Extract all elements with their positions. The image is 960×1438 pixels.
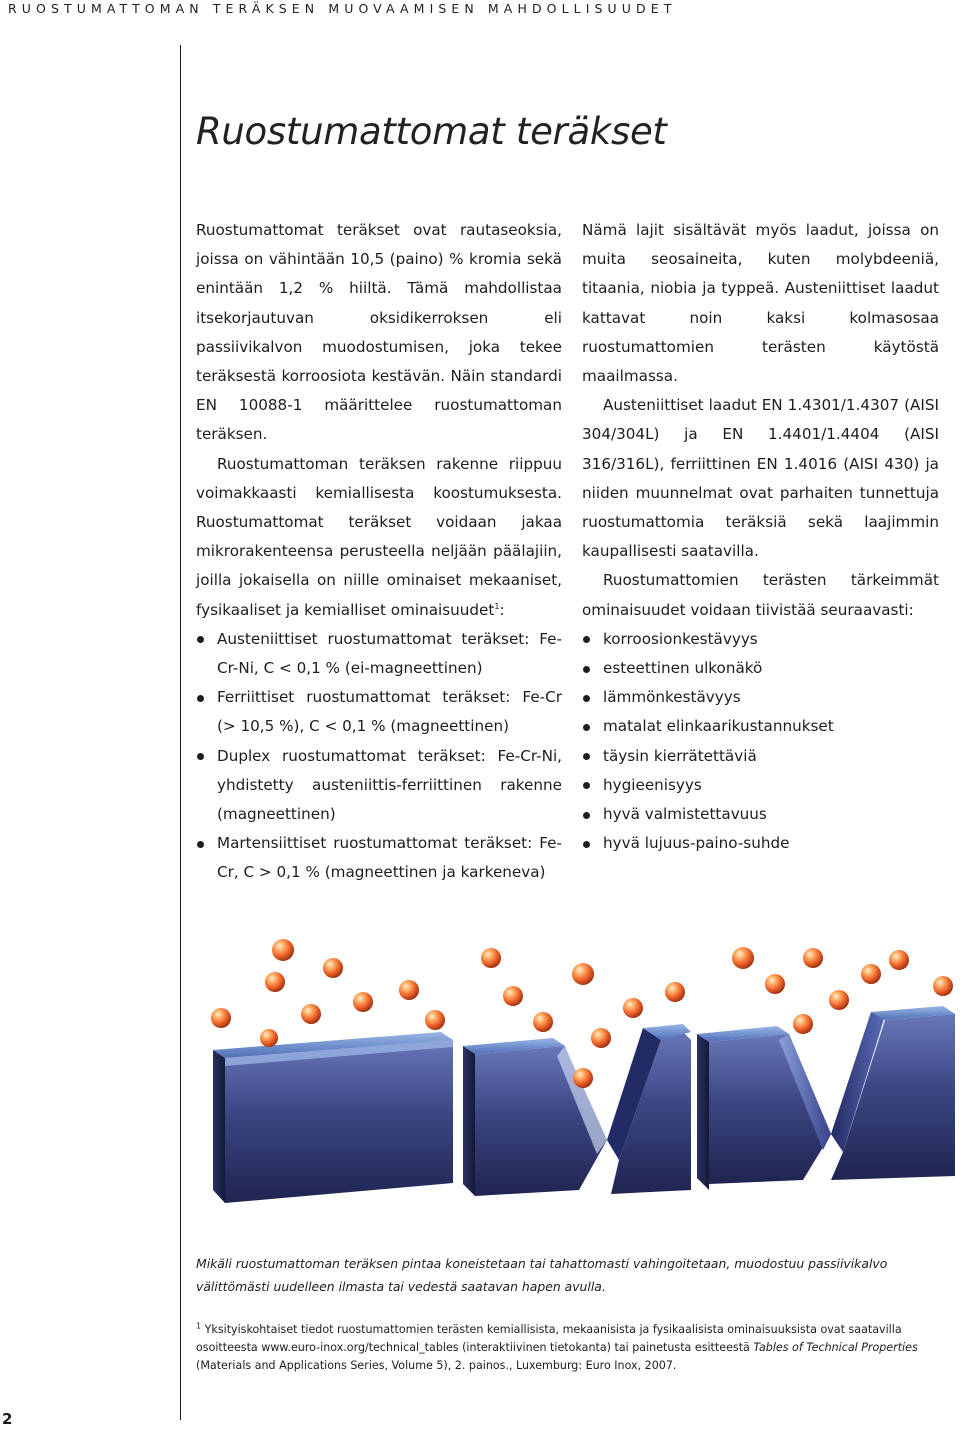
oxygen-sphere — [665, 982, 685, 1002]
right-column — [582, 216, 939, 858]
intro-paragraph: Ruostumattomat teräkset ovat rautaseoksia, joissa on vähintään 10,5 (paino) % kromia sekä enintään 1,2 % hiiltä. Tämä mahdollistaa itsekorjautuvan oksidikerroksen eli passiivikalvon muodostumisen, joka tekee teräksestä korroosiota kestävän. Näin standardi EN 10088-1 määrittelee ruostumattoman teräksen. — [196, 221, 562, 444]
list-item: Ferriittiset ruostumattomat teräkset: Fe-Cr (> 10,5 %), C < 0,1 % (magneettinen) — [196, 683, 562, 741]
footnote-text: Yksityiskohtaiset tiedot ruostumattomien terästen kemiallisista, mekaanisista ja fysikaalisista ominaisuuksista ovat saatavilla osoitteesta www.euro-inox.org/technical_tables (interaktiivinen tietokanta) tai painetusta esitteestä — [196, 1323, 902, 1354]
list-item: Duplex ruostumattomat teräkset: Fe-Cr-Ni, yhdistetty austeniittis-ferriittinen rakenne (magneettinen) — [196, 742, 562, 830]
running-header-title: RUOSTUMATTOMAN TERÄKSEN MUOVAAMISEN MAHDOLLISUUDET — [8, 1, 677, 16]
oxygen-sphere — [265, 972, 285, 992]
margin-rule — [180, 45, 181, 1420]
page-number: 2 — [2, 1410, 13, 1428]
list-item: esteettinen ulkonäkö — [582, 654, 939, 683]
oxygen-sphere — [765, 974, 785, 994]
oxygen-sphere — [793, 1014, 813, 1034]
oxygen-sphere — [399, 980, 419, 1000]
left-column — [196, 216, 562, 888]
structure-paragraph-colon: : — [499, 600, 505, 619]
oxygen-sphere — [533, 1012, 553, 1032]
common-grades-paragraph: Austeniittiset laadut EN 1.4301/1.4307 (AISI 304/304L) ja EN 1.4401/1.4404 (AISI 316/316L), ferriittinen EN 1.4016 (AISI 430) ja niiden muunnelmat ovat parhaiten tunnettuja ruostumattomia teräksiä sekä laajimmin kaupallisesti saatavilla. — [582, 396, 939, 561]
figure-caption: Mikäli ruostumattoman teräksen pintaa koneistetaan tai tahattomasti vahingoitetaan, muodostuu passiivikalvo välittömästi uudelleen ilmasta tai vedestä saatavan hapen avulla. — [196, 1256, 888, 1294]
footnote — [196, 1321, 946, 1375]
list-item: täysin kierrätettäviä — [582, 742, 939, 771]
footnote-marker: 1 — [196, 1321, 202, 1331]
list-item: Austeniittiset ruostumattomat teräkset: Fe-Cr-Ni, C < 0,1 % (ei-magneettinen) — [196, 625, 562, 683]
oxygen-sphere — [481, 948, 501, 968]
oxygen-sphere — [353, 992, 373, 1012]
oxygen-sphere — [503, 986, 523, 1006]
oxygen-sphere — [623, 998, 643, 1018]
structure-paragraph-text: Ruostumattoman teräksen rakenne riippuu voimakkaasti kemiallisesta koostumuksesta. Ruostumattomat teräkset voidaan jakaa mikrorakenteensa perusteella neljään päälajiin, joilla jokaisella on niille ominaiset mekaaniset, fysikaaliset ja kemialliset ominaisuudet — [196, 454, 562, 619]
oxygen-sphere — [425, 1010, 445, 1030]
structure-paragraph — [196, 450, 562, 625]
oxygen-sphere — [829, 990, 849, 1010]
steel-block-intact — [213, 1032, 453, 1203]
oxygen-sphere — [889, 950, 909, 970]
grades-paragraph: Nämä lajit sisältävät myös laadut, joissa on muita seosaineita, kuten molybdeeniä, titaania, niobia ja typpeä. Austeniittiset laadut kattavat noin kaksi kolmasosaa ruostumattomien terästen käytöstä maailmassa. — [582, 221, 939, 386]
footnote-reference: 1 — [494, 601, 500, 611]
oxygen-sphere — [260, 1029, 278, 1047]
list-item: lämmönkestävyys — [582, 683, 939, 712]
steel-block-repassivated — [697, 1006, 955, 1190]
oxygen-sphere — [732, 947, 754, 969]
list-item: hyvä lujuus-paino-suhde — [582, 829, 939, 858]
oxygen-sphere — [803, 948, 823, 968]
oxygen-sphere — [272, 939, 294, 961]
oxygen-sphere — [211, 1008, 231, 1028]
running-header — [0, 0, 960, 24]
properties-list — [582, 625, 939, 859]
properties-intro: Ruostumattomien terästen tärkeimmät ominaisuudet voidaan tiivistää seuraavasti: — [582, 571, 939, 619]
list-item: Martensiittiset ruostumattomat teräkset: Fe-Cr, C > 0,1 % (magneettinen ja karkeneva) — [196, 829, 562, 887]
footnote-text-end: (Materials and Applications Series, Volume 5), 2. painos., Luxemburg: Euro Inox, 2007. — [196, 1359, 677, 1372]
page-title: Ruostumattomat teräkset — [196, 110, 667, 153]
footnote-publication-title: Tables of Technical Properties — [753, 1341, 918, 1354]
list-item: korroosionkestävyys — [582, 625, 939, 654]
oxygen-sphere — [933, 976, 953, 996]
list-item: hyvä valmistettavuus — [582, 800, 939, 829]
steel-block-damaged — [463, 1024, 691, 1196]
passive-film-illustration — [191, 928, 959, 1240]
list-item: hygieenisyys — [582, 771, 939, 800]
steel-types-list — [196, 625, 562, 888]
oxygen-sphere — [573, 1068, 593, 1088]
oxygen-sphere — [572, 963, 594, 985]
oxygen-sphere — [301, 1004, 321, 1024]
oxygen-sphere — [861, 964, 881, 984]
oxygen-sphere — [323, 958, 343, 978]
oxygen-sphere — [591, 1028, 611, 1048]
list-item: matalat elinkaarikustannukset — [582, 712, 939, 741]
